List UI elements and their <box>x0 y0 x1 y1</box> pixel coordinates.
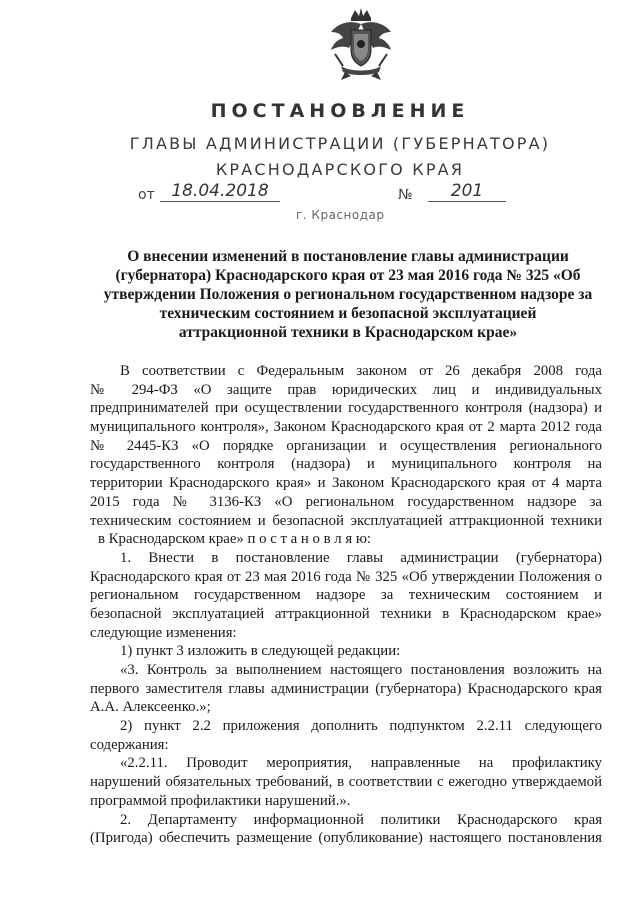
body-line: В соответствии с Федеральным законом от 26 декабря 2008 года <box>120 363 602 379</box>
date-label: от <box>138 187 155 203</box>
body-line: нарушений обязательных требований, в соответствии с ежегодно утверждаемой <box>90 774 602 791</box>
title-line: аттракционной техники в Краснодарском крае» <box>178 324 518 341</box>
body-line: 1) пункт 3 изложить в следующей редакции: <box>120 643 401 660</box>
body-line: территории Краснодарского края» и Законом Краснодарского края от 4 марта <box>90 475 602 492</box>
body-line: муниципального контроля», Законом Краснодарского края от 2 марта 2012 года <box>90 419 602 436</box>
document-type-title: ПОСТАНОВЛЕНИЕ <box>210 100 470 122</box>
region-line: КРАСНОДАРСКОГО КРАЯ <box>215 160 465 179</box>
title-line: (губернатора) Краснодарского края от 23 мая 2016 года № 325 «Об <box>115 267 581 284</box>
body-line: следующие изменения: <box>90 624 237 641</box>
body-line: безопасной эксплуатацией аттракционной техники в Краснодарском крае» <box>90 605 602 622</box>
body-line: № 294-ФЗ «О защите прав юридических лиц и индивидуальных <box>90 381 602 398</box>
body-line: в Краснодарском крае» п о с т а н о в л я ю: <box>98 531 372 548</box>
body-line: программой профилактики нарушений.». <box>90 792 351 809</box>
body-line: 2. Департаменту информационной политики Краснодарского края <box>120 811 602 828</box>
body-line: 1. Внести в постановление главы администрации (губернатора) <box>120 549 602 566</box>
body-line: техническим состоянием и безопасной эксплуатацией аттракционной техники <box>90 512 602 529</box>
body-line: «3. Контроль за выполнением настоящего постановления возложить на <box>120 662 602 678</box>
body-line: региональном государственном надзоре за техническим состоянием и <box>90 587 602 604</box>
body-line: № 2445-КЗ «О порядке организации и осуществления регионального <box>90 437 602 454</box>
city-label: г. Краснодар <box>296 208 385 222</box>
body-line: предпринимателей при осуществлении государственного контроля (надзора) и <box>90 400 602 417</box>
body-line: государственного контроля (надзора) и муниципального контроля на <box>90 456 602 473</box>
body-line: 2015 года № 3136-КЗ «О региональном государственном надзоре за <box>90 493 602 510</box>
body-line: содержания: <box>90 736 169 753</box>
document-date: 18.04.2018 <box>160 181 280 202</box>
title-line: утверждении Положения о региональном государственном надзоре за <box>103 286 593 303</box>
coat-of-arms-emblem <box>321 6 401 84</box>
body-line: Краснодарского края от 23 мая 2016 года № 325 «Об утверждении Положения о <box>90 568 602 585</box>
number-label: № <box>398 187 413 203</box>
issuer-line: ГЛАВЫ АДМИНИСТРАЦИИ (ГУБЕРНАТОРА) <box>129 134 551 153</box>
title-line: техническим состоянием и безопасной эксплуатацией <box>159 305 537 322</box>
document-number: 201 <box>428 181 506 202</box>
body-line: первого заместителя главы администрации (губернатора) Краснодарского края <box>90 680 602 697</box>
body-line: (Пригода) обеспечить размещение (опубликование) настоящего постановления <box>90 830 602 847</box>
body-line: А.А. Алексеенко.»; <box>90 699 211 716</box>
body-line: 2) пункт 2.2 приложения дополнить подпунктом 2.2.11 следующего <box>120 718 602 735</box>
title-line: О внесении изменений в постановление главы администрации <box>127 248 569 265</box>
document-title <box>100 247 596 342</box>
document-body <box>90 362 602 848</box>
body-line: «2.2.11. Проводит мероприятия, направленные на профилактику <box>120 755 602 772</box>
